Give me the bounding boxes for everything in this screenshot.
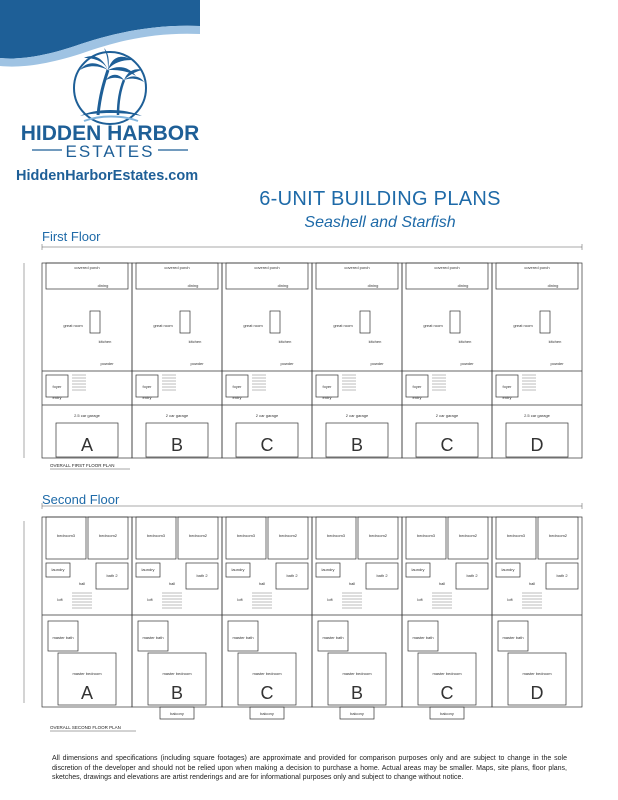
room-powder: powder: [280, 361, 294, 366]
room-powder: powder: [550, 361, 564, 366]
room-powder: powder: [370, 361, 384, 366]
second-floor-label: Second Floor: [42, 492, 120, 507]
room-powder: powder: [460, 361, 474, 366]
first-floor-unit-d: [492, 263, 582, 458]
room-bedroom3: bedroom3: [416, 533, 436, 538]
room-loft: loft: [57, 597, 63, 602]
room-master-bath: master bath: [322, 635, 344, 640]
room-covered-porch: covered porch: [74, 265, 100, 270]
room-covered-porch: covered porch: [344, 265, 370, 270]
room-dining: dining: [367, 283, 379, 288]
room-master-bedroom: master bedroom: [342, 671, 372, 676]
room-garage: 2.5 car garage: [74, 413, 100, 418]
brand-logo: [0, 0, 230, 185]
room-master-bath: master bath: [412, 635, 434, 640]
room-covered-porch: covered porch: [254, 265, 280, 270]
room-loft: loft: [327, 597, 333, 602]
room-powder: powder: [190, 361, 204, 366]
room-bedroom3: bedroom3: [506, 533, 526, 538]
room-bath2: bath 2: [466, 573, 478, 578]
second-floor-unit-d: [492, 517, 582, 707]
room-bedroom3: bedroom3: [326, 533, 346, 538]
unit-letter: B: [350, 435, 364, 455]
room-bath2: bath 2: [286, 573, 298, 578]
room-hall: hall: [258, 581, 266, 586]
brand-name-text: HIDDEN HARBOR: [20, 122, 200, 145]
page-title: 6-UNIT BUILDING PLANS: [259, 188, 501, 210]
second-floor-unit-a: [42, 517, 132, 707]
first-floor-unit-c: [402, 263, 492, 458]
room-kitchen: kitchen: [278, 339, 292, 344]
room-entry: entry: [412, 395, 422, 400]
room-dining: dining: [97, 283, 109, 288]
unit-letter: A: [80, 435, 94, 455]
room-master-bedroom: master bedroom: [72, 671, 102, 676]
room-entry: entry: [142, 395, 152, 400]
room-garage: 2 car garage: [345, 413, 369, 418]
room-hall: hall: [78, 581, 86, 586]
room-powder: powder: [100, 361, 114, 366]
room-master-bedroom: master bedroom: [522, 671, 552, 676]
room-kitchen: kitchen: [458, 339, 472, 344]
first-floor-unit-b: [312, 263, 402, 458]
room-garage: 2.5 car garage: [524, 413, 550, 418]
room-bedroom2: bedroom2: [458, 533, 478, 538]
room-laundry: laundry: [501, 567, 515, 572]
room-dining: dining: [187, 283, 199, 288]
room-entry: entry: [502, 395, 512, 400]
room-hall: hall: [168, 581, 176, 586]
room-bedroom3: bedroom3: [236, 533, 256, 538]
room-great-room: great room: [153, 323, 173, 328]
room-bedroom2: bedroom2: [368, 533, 388, 538]
unit-letter: D: [530, 683, 544, 703]
room-dining: dining: [277, 283, 289, 288]
room-bedroom3: bedroom3: [56, 533, 76, 538]
room-foyer: foyer: [142, 384, 152, 389]
room-laundry: laundry: [51, 567, 65, 572]
room-foyer: foyer: [412, 384, 422, 389]
room-loft: loft: [147, 597, 153, 602]
room-foyer: foyer: [52, 384, 62, 389]
room-foyer: foyer: [232, 384, 242, 389]
room-covered-porch: covered porch: [524, 265, 550, 270]
room-covered-porch: covered porch: [164, 265, 190, 270]
room-entry: entry: [232, 395, 242, 400]
unit-letter: C: [440, 683, 454, 703]
unit-letter: C: [260, 683, 274, 703]
unit-letter: D: [530, 435, 544, 455]
room-bath2: bath 2: [196, 573, 208, 578]
room-great-room: great room: [423, 323, 443, 328]
room-loft: loft: [237, 597, 243, 602]
room-laundry: laundry: [321, 567, 335, 572]
second-floor-unit-c: [402, 517, 492, 719]
room-balcony: balcony: [260, 711, 274, 716]
unit-letter: A: [80, 683, 94, 703]
room-great-room: great room: [243, 323, 263, 328]
room-master-bedroom: master bedroom: [432, 671, 462, 676]
unit-letter: B: [350, 683, 364, 703]
unit-letter: B: [170, 435, 184, 455]
room-bath2: bath 2: [376, 573, 388, 578]
room-laundry: laundry: [141, 567, 155, 572]
room-entry: entry: [52, 395, 62, 400]
page-subtitle: Seashell and Starfish: [304, 214, 456, 231]
room-entry: entry: [322, 395, 332, 400]
room-bedroom2: bedroom2: [98, 533, 118, 538]
second-floor-unit-b: [132, 517, 222, 719]
room-balcony: balcony: [170, 711, 184, 716]
room-hall: hall: [528, 581, 536, 586]
unit-letter: C: [440, 435, 454, 455]
room-hall: hall: [348, 581, 356, 586]
second-floor-unit-c: [222, 517, 312, 719]
first-floor-plan: [20, 243, 600, 483]
room-laundry: laundry: [231, 567, 245, 572]
room-balcony: balcony: [440, 711, 454, 716]
room-bedroom2: bedroom2: [548, 533, 568, 538]
unit-letter: C: [260, 435, 274, 455]
room-loft: loft: [507, 597, 513, 602]
room-balcony: balcony: [350, 711, 364, 716]
room-great-room: great room: [333, 323, 353, 328]
second-floor-plan-caption: OVERALL SECOND FLOOR PLAN: [50, 725, 121, 730]
room-bath2: bath 2: [106, 573, 118, 578]
first-floor-unit-b: [132, 263, 222, 458]
brand-sub-text: ESTATES: [65, 142, 155, 161]
room-garage: 2 car garage: [165, 413, 189, 418]
room-master-bath: master bath: [502, 635, 524, 640]
room-laundry: laundry: [411, 567, 425, 572]
room-bath2: bath 2: [556, 573, 568, 578]
first-floor-plan-caption: OVERALL FIRST FLOOR PLAN: [50, 463, 115, 468]
room-kitchen: kitchen: [188, 339, 202, 344]
room-bedroom3: bedroom3: [146, 533, 166, 538]
room-master-bath: master bath: [142, 635, 164, 640]
second-floor-plan: [20, 503, 600, 740]
room-dining: dining: [457, 283, 469, 288]
second-floor-unit-b: [312, 517, 402, 719]
room-kitchen: kitchen: [548, 339, 562, 344]
first-floor-unit-c: [222, 263, 312, 458]
website-link[interactable]: HiddenHarborEstates.com: [16, 168, 199, 184]
room-bedroom2: bedroom2: [188, 533, 208, 538]
room-bedroom2: bedroom2: [278, 533, 298, 538]
room-covered-porch: covered porch: [434, 265, 460, 270]
room-garage: 2 car garage: [435, 413, 459, 418]
room-foyer: foyer: [502, 384, 512, 389]
legal-disclaimer: All dimensions and specifications (including square footages) are approximate and provided for comparison purposes only and are subject to change in the sole discretion of the developer and should not be relied upon when making a decision to purchase a home. Actual areas may be smaller. Maps, site plans, floor plans, sketches, drawings and elevations are artist renderings and are for informational purposes only and subject to change without notice.: [52, 755, 567, 782]
room-kitchen: kitchen: [368, 339, 382, 344]
room-hall: hall: [438, 581, 446, 586]
room-great-room: great room: [63, 323, 83, 328]
room-master-bedroom: master bedroom: [162, 671, 192, 676]
room-foyer: foyer: [322, 384, 332, 389]
room-master-bath: master bath: [52, 635, 74, 640]
room-master-bath: master bath: [232, 635, 254, 640]
first-floor-label: First Floor: [42, 229, 101, 244]
room-loft: loft: [417, 597, 423, 602]
room-master-bedroom: master bedroom: [252, 671, 282, 676]
first-floor-unit-a: [42, 263, 132, 458]
room-great-room: great room: [513, 323, 533, 328]
room-garage: 2 car garage: [255, 413, 279, 418]
room-kitchen: kitchen: [98, 339, 112, 344]
palm-tree-logo-icon: [0, 0, 230, 165]
room-dining: dining: [547, 283, 559, 288]
unit-letter: B: [170, 683, 184, 703]
